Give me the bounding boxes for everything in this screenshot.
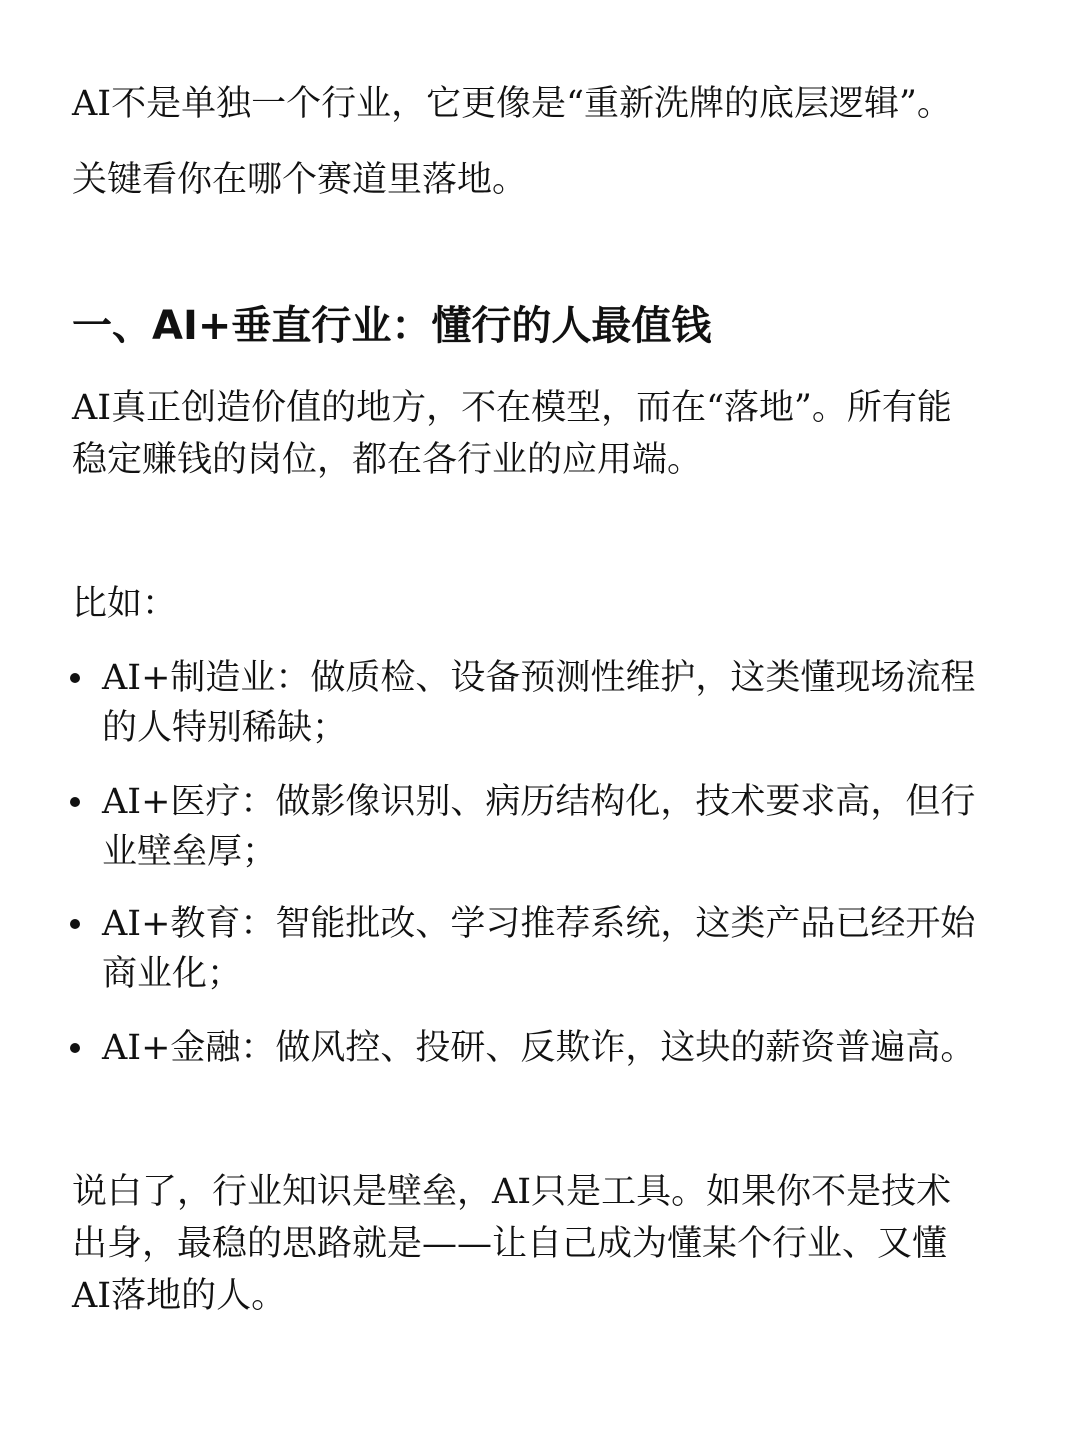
conclusion-line: AI落地的人。	[72, 1276, 287, 1316]
bullet-dot-icon	[70, 673, 80, 683]
paragraph-line: AI真正创造价值的地方，不在模型，而在“落地”。所有能	[72, 388, 952, 428]
bullet-dot-icon	[70, 919, 80, 929]
bullet-dot-icon	[70, 1043, 80, 1053]
example-label: 比如：	[72, 584, 178, 624]
list-item-line: AI+医疗：做影像识别、病历结构化，技术要求高，但行	[102, 782, 976, 822]
section-heading: 一、AI+垂直行业：懂行的人最值钱	[72, 303, 712, 349]
list-item-line: AI+金融：做风控、投研、反欺诈，这块的薪资普遍高。	[102, 1028, 976, 1068]
list-item-line: 的人特别稀缺；	[102, 708, 348, 748]
list-item-line: 业壁垒厚；	[102, 832, 278, 872]
list-item-line: 商业化；	[102, 954, 243, 994]
intro-line-1: AI不是单独一个行业，它更像是“重新洗牌的底层逻辑”。	[72, 84, 952, 124]
conclusion-line: 说白了，行业知识是壁垒，AI只是工具。如果你不是技术	[72, 1172, 952, 1212]
list-item-line: AI+教育：智能批改、学习推荐系统，这类产品已经开始	[102, 904, 976, 944]
paragraph-line: 稳定赚钱的岗位，都在各行业的应用端。	[72, 440, 703, 480]
intro-line-2: 关键看你在哪个赛道里落地。	[72, 160, 528, 200]
conclusion-line: 出身，最稳的思路就是——让自己成为懂某个行业、又懂	[72, 1224, 948, 1264]
list-item-line: AI+制造业：做质检、设备预测性维护，这类懂现场流程	[102, 658, 976, 698]
bullet-dot-icon	[70, 797, 80, 807]
